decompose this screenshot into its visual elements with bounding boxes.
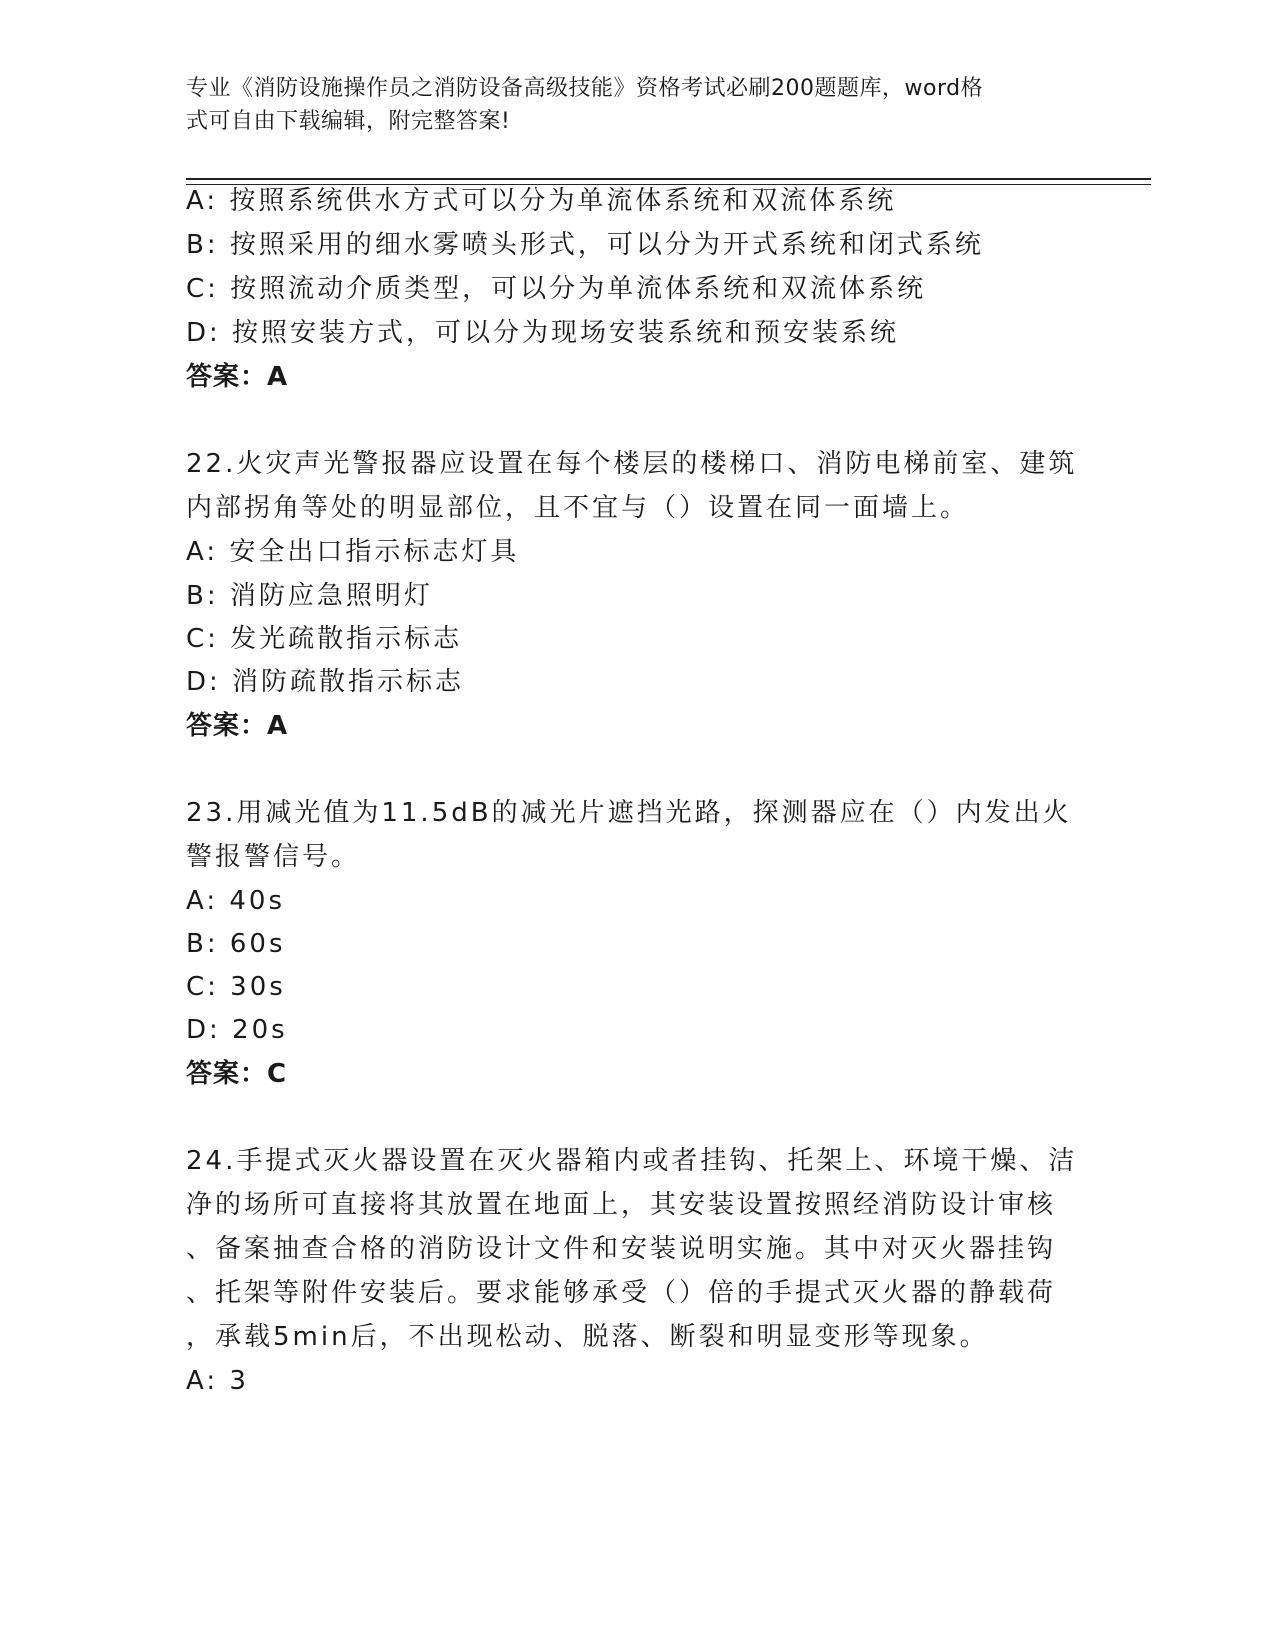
q21-option-c: C: 按照流动介质类型，可以分为单流体系统和双流体系统 [186, 274, 927, 304]
q21-answer: 答案：A [186, 362, 289, 392]
q24-stem-line-4: 、托架等附件安装后。要求能够承受（）倍的手提式灭火器的静载荷 [186, 1278, 1057, 1308]
q23-option-b: B: 60s [186, 929, 286, 959]
q24-stem-line-1: 24.手提式灭火器设置在灭火器箱内或者挂钩、托架上、环境干燥、洁 [186, 1146, 1078, 1176]
document-header [186, 72, 1066, 138]
q22-option-c: C: 发光疏散指示标志 [186, 624, 463, 654]
q23-option-a: A: 40s [186, 886, 285, 916]
q23-option-d: D: 20s [186, 1015, 288, 1045]
q23-answer: 答案：C [186, 1059, 288, 1089]
q23-option-c: C: 30s [186, 972, 286, 1002]
q21-option-b: B: 按照采用的细水雾喷头形式，可以分为开式系统和闭式系统 [186, 230, 984, 260]
q24-option-a: A: 3 [186, 1366, 249, 1396]
q22-stem-line-1: 22.火灾声光警报器应设置在每个楼层的楼梯口、消防电梯前室、建筑 [186, 449, 1078, 479]
header-line-1: 专业《消防设施操作员之消防设备高级技能》资格考试必刷200题题库，word格 [186, 76, 984, 101]
q24-stem-line-3: 、备案抽查合格的消防设计文件和安装说明实施。其中对灭火器挂钩 [186, 1234, 1057, 1264]
q22-answer: 答案：A [186, 711, 289, 741]
q23-stem-line-2: 警报警信号。 [186, 842, 361, 872]
q22-stem-line-2: 内部拐角等处的明显部位，且不宜与（）设置在同一面墙上。 [186, 493, 970, 523]
q21-option-a: A: 按照系统供水方式可以分为单流体系统和双流体系统 [186, 186, 897, 216]
q22-option-d: D: 消防疏散指示标志 [186, 667, 465, 697]
q21-option-d: D: 按照安装方式，可以分为现场安装系统和预安装系统 [186, 318, 900, 348]
q24-stem-line-2: 净的场所可直接将其放置在地面上，其安装设置按照经消防设计审核 [186, 1190, 1057, 1220]
q22-option-a: A: 安全出口指示标志灯具 [186, 537, 520, 567]
q24-stem-line-5: ，承载5min后，不出现松动、脱落、断裂和明显变形等现象。 [186, 1322, 989, 1352]
header-divider [186, 178, 1151, 180]
header-line-2: 式可自由下载编辑，附完整答案! [186, 109, 511, 134]
q23-stem-line-1: 23.用减光值为11.5dB的减光片遮挡光路，探测器应在（）内发出火 [186, 798, 1072, 828]
q22-option-b: B: 消防应急照明灯 [186, 581, 433, 611]
